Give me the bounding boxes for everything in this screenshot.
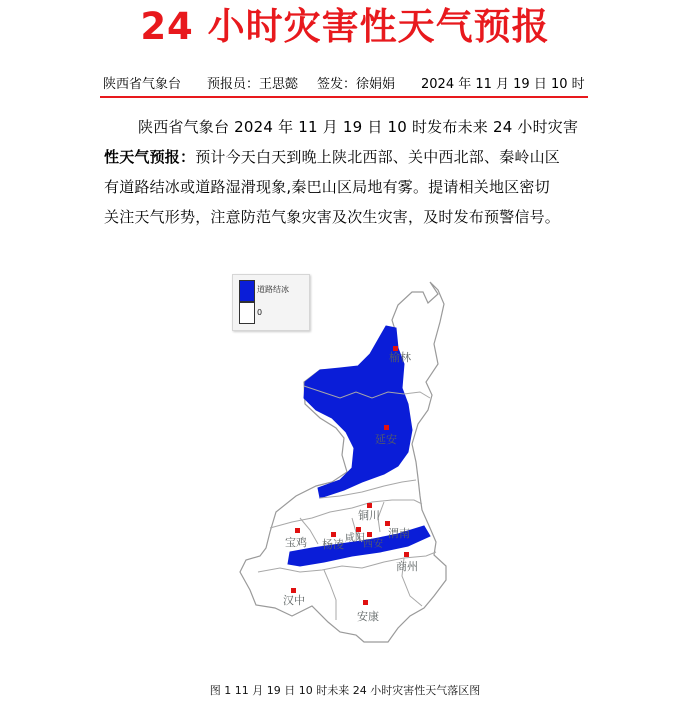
city-marker-hanzhong xyxy=(291,588,296,593)
forecast-label: 性天气预报： xyxy=(104,148,196,166)
forecast-line: 关注天气形势，注意防范气象灾害及次生灾害，及时发布预警信号。 xyxy=(104,208,561,226)
city-marker-yangling xyxy=(331,532,336,537)
province-outline xyxy=(240,282,446,642)
city-label-weinan: 渭南 xyxy=(388,527,410,540)
forecaster: 预报员：王思懿 xyxy=(207,77,299,92)
agency-name: 陕西省气象台 xyxy=(103,77,182,92)
city-label-shangzhou: 商州 xyxy=(396,560,418,573)
city-label-yangling: 杨凌 xyxy=(322,538,344,551)
legend-swatch-none xyxy=(239,302,255,324)
map-legend xyxy=(232,274,310,331)
city-label-yanan: 延安 xyxy=(375,433,397,446)
city-label-ankang: 安康 xyxy=(357,610,379,623)
issuer: 签发：徐娟娟 xyxy=(317,77,396,92)
city-marker-shangzhou xyxy=(404,552,409,557)
issue-datetime: 2024 年 11 月 19 日 10 时 xyxy=(421,77,585,92)
forecast-line: 陕西省气象台 2024 年 11 月 19 日 10 时发布未来 24 小时灾害 xyxy=(138,118,579,136)
legend-label-none: 0 xyxy=(257,308,263,317)
forecast-line: 有道路结冰或道路湿滑现象,秦巴山区局地有雾。提请相关地区密切 xyxy=(104,178,550,196)
city-marker-yanan xyxy=(384,425,389,430)
city-marker-xianyang xyxy=(356,527,361,532)
legend-label-road-ice: 道路结冰 xyxy=(257,285,289,294)
city-label-tongchuan: 铜川 xyxy=(358,509,380,522)
city-marker-tongchuan xyxy=(367,503,372,508)
city-label-hanzhong: 汉中 xyxy=(283,594,305,607)
document-title: 24 小时灾害性天气预报 xyxy=(140,5,550,48)
forecast-line-rest: 预计今天白天到晚上陕北西部、关中西北部、秦岭山区 xyxy=(195,148,561,166)
city-label-xianyang: 咸阳 xyxy=(345,533,365,544)
city-label-baoji: 宝鸡 xyxy=(285,536,307,549)
city-label-xian: 西安 xyxy=(363,539,383,550)
figure-caption: 图 1 11 月 19 日 10 时未来 24 小时灾害性天气落区图 xyxy=(209,684,481,697)
city-marker-weinan xyxy=(385,521,390,526)
city-marker-ankang xyxy=(363,600,368,605)
city-label-yulin: 榆林 xyxy=(389,351,411,364)
legend-swatch-road-ice xyxy=(239,280,255,302)
city-marker-baoji xyxy=(295,528,300,533)
city-marker-xian xyxy=(367,532,372,537)
